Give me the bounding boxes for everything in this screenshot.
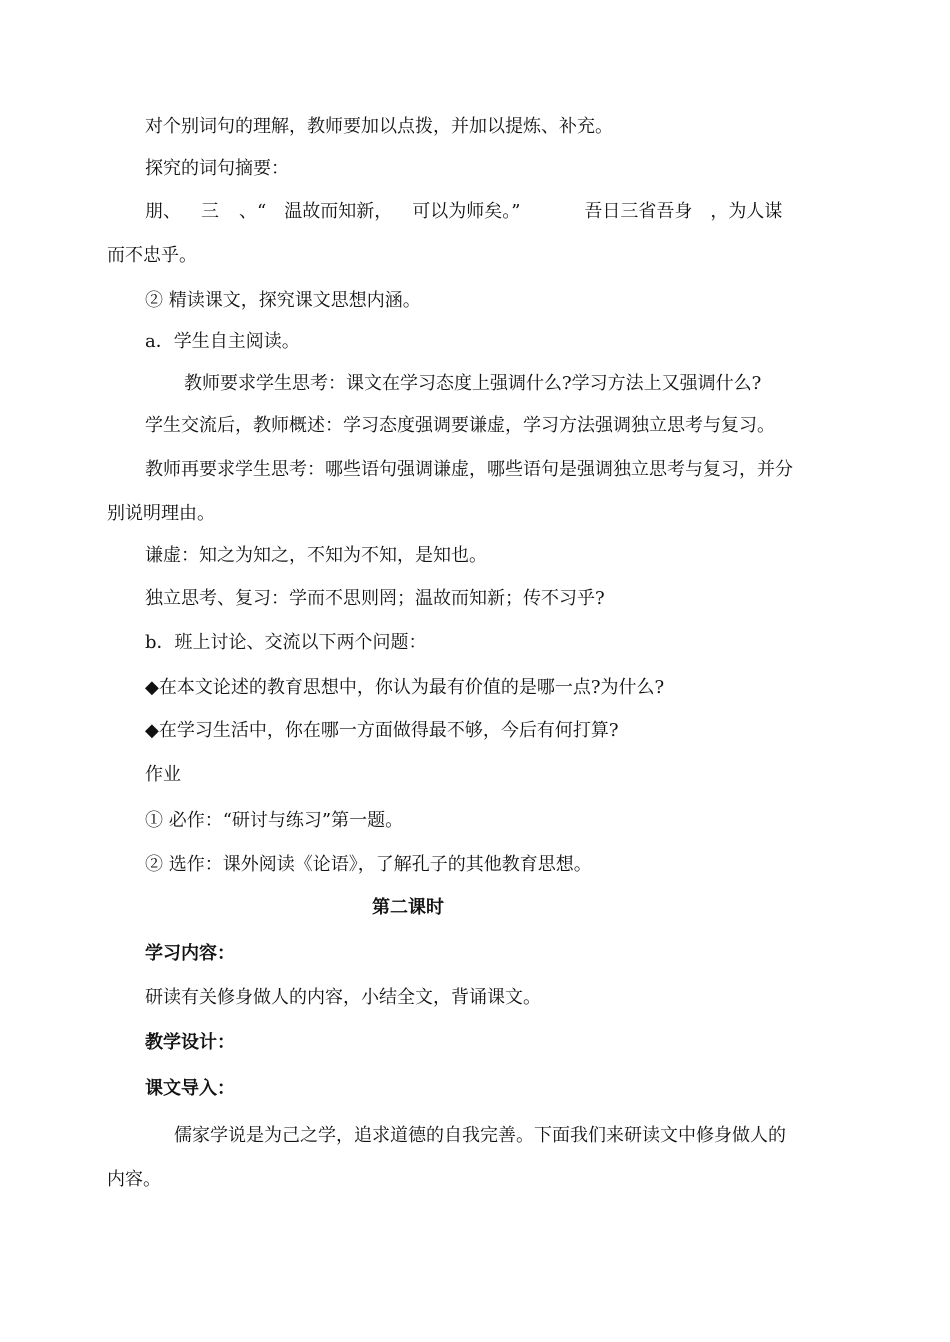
paragraph-line: 内容。: [107, 1169, 161, 1190]
paragraph-line: 谦虚：知之为知之，不知为不知，是知也。: [145, 545, 487, 566]
quote-excerpt-line: [145, 200, 782, 224]
paragraph-line: 别说明理由。: [107, 503, 215, 524]
paragraph-line: 探究的词句摘要：: [145, 158, 289, 179]
paragraph-line: ② 选作：课外阅读《论语》，了解孔子的其他教育思想。: [145, 854, 592, 875]
text-fragment: ，为人谋: [710, 201, 783, 222]
section-heading: 第二课时: [372, 897, 444, 918]
paragraph-line: 而不忠乎。: [107, 245, 197, 266]
section-label: 作业: [145, 764, 181, 785]
bullet-item: ◆在本文论述的教育思想中，你认为最有价值的是哪一点?为什么?: [145, 677, 665, 698]
subheading: 学习内容：: [145, 943, 235, 964]
paragraph-line: 对个别词句的理解，教师要加以点拨，并加以提炼、补充。: [145, 116, 613, 137]
text-fragment: 、“: [239, 201, 267, 222]
text-fragment: 朋、: [145, 201, 181, 222]
paragraph-line: 教师要求学生思考：课文在学习态度上强调什么?学习方法上又强调什么?: [184, 373, 762, 394]
paragraph-line: 研读有关修身做人的内容，小结全文，背诵课文。: [145, 987, 541, 1008]
paragraph-line: b．班上讨论、交流以下两个问题：: [145, 632, 427, 653]
paragraph-line: ② 精读课文，探究课文思想内涵。: [145, 290, 421, 311]
subheading: 课文导入：: [145, 1078, 235, 1099]
paragraph-line: ① 必作：“研讨与练习”第一题。: [145, 810, 404, 831]
paragraph-line: 独立思考、复习：学而不思则罔；温故而知新；传不习乎?: [145, 588, 605, 609]
text-fragment: 温故而知新，: [284, 201, 393, 222]
paragraph-line: 儒家学说是为己之学，追求道德的自我完善。下面我们来研读文中修身做人的: [174, 1125, 786, 1146]
paragraph-line: 学生交流后，教师概述：学习态度强调要谦虚，学习方法强调独立思考与复习。: [145, 415, 775, 436]
subheading: 教学设计：: [145, 1032, 235, 1053]
bullet-item: ◆在学习生活中，你在哪一方面做得最不够，今后有何打算?: [145, 720, 619, 741]
paragraph-line: 教师再要求学生思考：哪些语句强调谦虚，哪些语句是强调独立思考与复习，并分: [145, 459, 793, 480]
text-fragment: 三: [201, 201, 219, 222]
text-fragment: 吾日三省吾身: [584, 201, 693, 222]
text-fragment: 可以为师矣。”: [412, 201, 521, 222]
paragraph-line: a．学生自主阅读。: [145, 331, 300, 352]
